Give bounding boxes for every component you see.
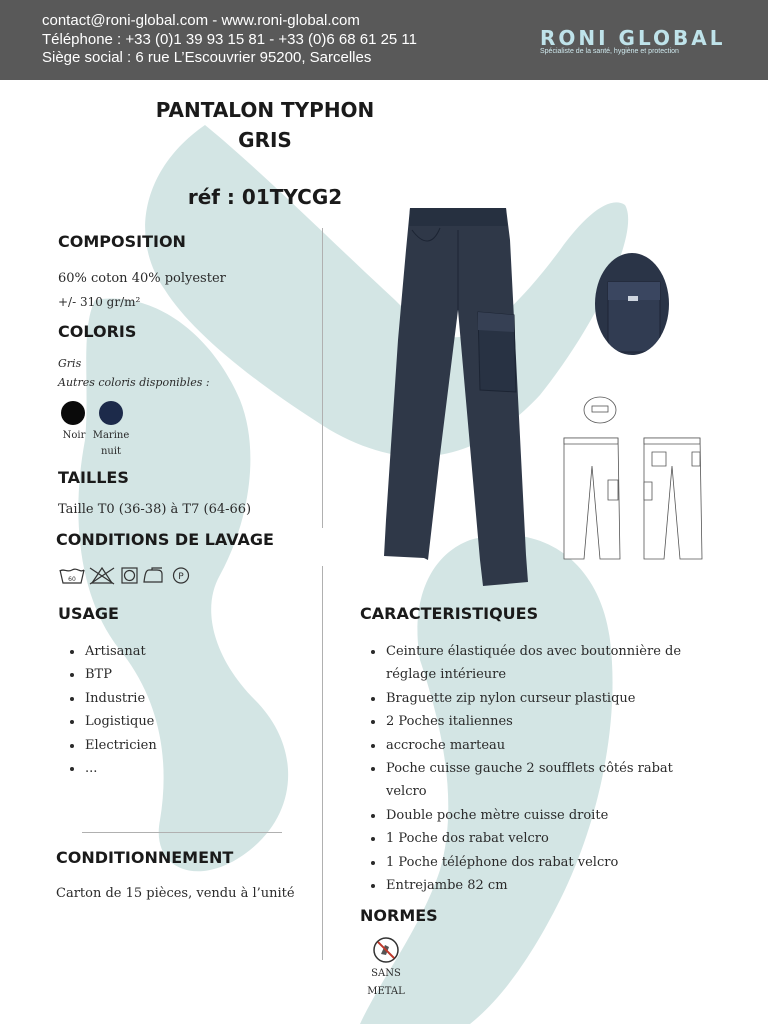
usage-item: Artisanat bbox=[59, 640, 157, 663]
feature-item-cont: velcro bbox=[386, 784, 427, 800]
technical-drawing bbox=[556, 396, 706, 564]
feature-item: Braguette zip nylon curseur plastique bbox=[360, 687, 681, 710]
swatch-marine-nuit[interactable] bbox=[99, 401, 123, 425]
tumble-dry-icon bbox=[122, 568, 137, 583]
feature-item: 2 Poches italiennes bbox=[360, 710, 681, 733]
feature-item-cont: réglage intérieure bbox=[386, 667, 507, 683]
feature-item: 1 Poche téléphone dos rabat velcro bbox=[360, 851, 681, 874]
no-bleach-icon bbox=[90, 568, 114, 584]
caracteristiques-heading: CARACTERISTIQUES bbox=[360, 604, 539, 623]
normes-badge-line2: METAL bbox=[367, 986, 405, 997]
usage-list bbox=[59, 640, 157, 780]
iron-icon bbox=[144, 568, 162, 582]
usage-item: BTP bbox=[59, 663, 157, 686]
composition-heading: COMPOSITION bbox=[58, 232, 186, 251]
svg-text:P: P bbox=[178, 572, 184, 582]
address-line: Siège social : 6 rue L’Escouvrier 95200, Sarcelles bbox=[42, 49, 372, 66]
conditionnement-text: Carton de 15 pièces, vendu à l’unité bbox=[56, 886, 295, 901]
swatch-noir[interactable] bbox=[61, 401, 85, 425]
lavage-heading: CONDITIONS DE LAVAGE bbox=[56, 530, 274, 549]
divider-bottom bbox=[322, 566, 323, 960]
coloris-heading: COLORIS bbox=[58, 322, 137, 341]
usage-heading: USAGE bbox=[58, 604, 119, 623]
pocket-detail-photo bbox=[594, 252, 670, 356]
composition-line2: +/- 310 gr/m² bbox=[58, 295, 141, 309]
wash-60-icon bbox=[60, 569, 84, 583]
contact-line: contact@roni-global.com - www.roni-global.com bbox=[42, 12, 360, 29]
coloris-others-label: Autres coloris disponibles : bbox=[58, 376, 210, 389]
divider-top bbox=[322, 228, 323, 528]
coloris-current: Gris bbox=[58, 357, 82, 370]
usage-item: Logistique bbox=[59, 710, 157, 733]
product-title-line1: PANTALON TYPHON bbox=[155, 98, 375, 122]
phone-line: Téléphone : +33 (0)1 39 93 15 81 - +33 (0)6 68 61 25 11 bbox=[42, 31, 417, 48]
feature-item: accroche marteau bbox=[360, 734, 681, 757]
usage-item: ... bbox=[59, 757, 157, 780]
swatch-marine-label2: nuit bbox=[100, 446, 122, 457]
tailles-text: Taille T0 (36-38) à T7 (64-66) bbox=[58, 502, 252, 517]
no-metal-icon bbox=[372, 936, 400, 964]
product-photo bbox=[378, 200, 538, 590]
caracteristiques-list bbox=[360, 640, 681, 897]
contact-header bbox=[0, 0, 768, 80]
feature-item: Entrejambe 82 cm bbox=[360, 874, 681, 897]
swatch-marine-label: Marine bbox=[92, 430, 130, 441]
product-reference: réf : 01TYCG2 bbox=[187, 185, 343, 209]
usage-item: Electricien bbox=[59, 734, 157, 757]
normes-badge-line1: SANS bbox=[371, 968, 401, 979]
brand-logo: RONI GLOBAL bbox=[540, 26, 726, 50]
svg-text:60: 60 bbox=[68, 576, 76, 583]
swatch-noir-label: Noir bbox=[62, 430, 86, 441]
feature-item: 1 Poche dos rabat velcro bbox=[360, 827, 681, 850]
conditionnement-heading: CONDITIONNEMENT bbox=[56, 848, 234, 867]
tailles-heading: TAILLES bbox=[58, 468, 129, 487]
washing-symbols bbox=[58, 566, 198, 586]
brand-tagline: Spécialiste de la santé, hygiène et protection bbox=[540, 48, 679, 55]
dry-clean-p-icon bbox=[174, 568, 189, 583]
feature-item: Double poche mètre cuisse droite bbox=[360, 804, 681, 827]
usage-item: Industrie bbox=[59, 687, 157, 710]
product-title-line2: GRIS bbox=[238, 128, 292, 152]
section-divider bbox=[82, 832, 282, 833]
feature-item: Poche cuisse gauche 2 soufflets côtés rabat bbox=[360, 757, 681, 780]
composition-line1: 60% coton 40% polyester bbox=[58, 271, 226, 286]
feature-item: Ceinture élastiquée dos avec boutonnière de bbox=[360, 640, 681, 663]
normes-heading: NORMES bbox=[360, 906, 438, 925]
